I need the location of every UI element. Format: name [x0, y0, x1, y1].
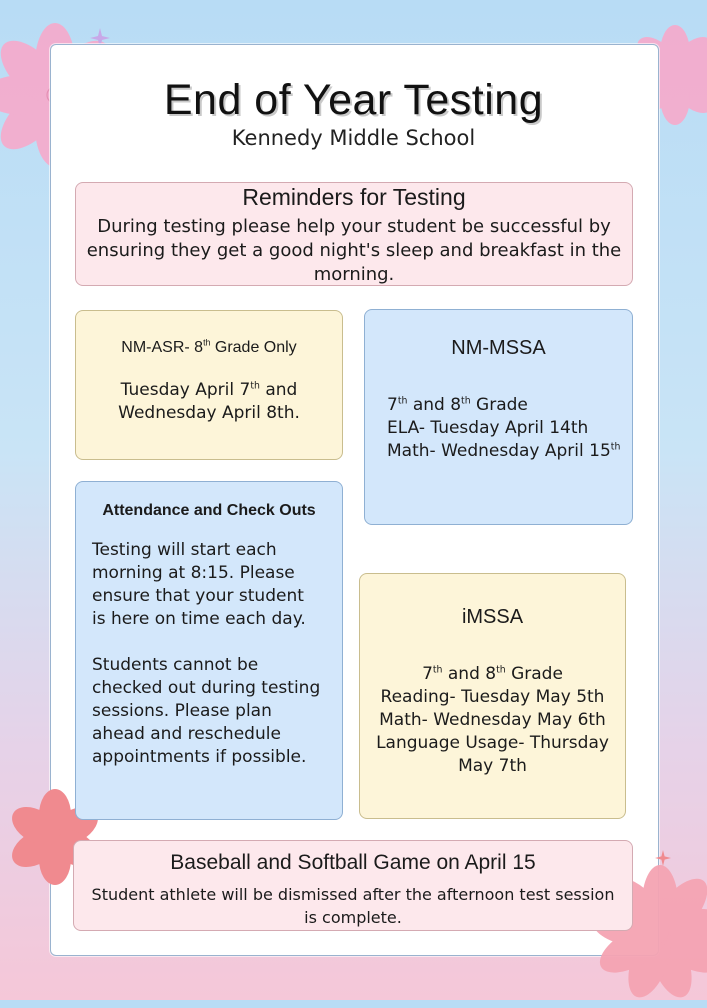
page-title: End of Year Testing	[163, 76, 544, 124]
nm-mssa-heading: NM-MSSA	[451, 337, 546, 359]
reminders-body: During testing please help your student be successful by ensuring they get a good night's sleep and breakfast in the morning.	[86, 216, 622, 285]
nm-mssa-grades	[387, 394, 632, 417]
game-box	[73, 840, 633, 931]
sparkle-icon	[655, 850, 671, 866]
nm-asr-box	[75, 310, 343, 460]
nm-mssa-ela: ELA- Tuesday April 14th	[387, 418, 589, 438]
imssa-heading: iMSSA	[461, 606, 524, 628]
game-heading: Baseball and Softball Game on April 15	[170, 851, 536, 874]
superscript: th	[461, 395, 471, 407]
reminders-box	[75, 182, 633, 286]
nm-mssa-math	[387, 440, 632, 463]
grade-text: Grade	[505, 664, 563, 684]
superscript: th	[250, 380, 260, 392]
nm-asr-dates	[76, 379, 342, 425]
imssa-reading: Reading- Tuesday May 5th	[380, 687, 605, 707]
attendance-para1: Testing will start each morning at 8:15. Please ensure that your student is here on time each day.	[92, 540, 306, 629]
grade-text: and 8	[407, 395, 462, 415]
imssa-details	[360, 663, 625, 778]
imssa-grades	[376, 663, 609, 686]
nm-asr-line1-text: and	[259, 380, 298, 400]
grade-text: 7	[387, 395, 398, 415]
nm-mssa-details	[365, 394, 632, 463]
grade-text: and 8	[442, 664, 497, 684]
page-subtitle: Kennedy Middle School	[231, 126, 476, 150]
grade-text: 7	[422, 664, 433, 684]
imssa-language: Language Usage- Thursday May 7th	[376, 733, 609, 776]
nm-asr-heading	[76, 339, 342, 357]
superscript: th	[496, 664, 506, 676]
nm-mssa-box	[364, 309, 633, 525]
nm-asr-line1-text: Tuesday April 7	[120, 380, 251, 400]
nm-asr-heading-text: Grade Only	[210, 339, 297, 356]
nm-asr-heading-text: NM-ASR- 8	[121, 339, 204, 356]
reminders-heading: Reminders for Testing	[242, 184, 466, 210]
nm-asr-line2: Wednesday April 8th.	[118, 403, 300, 423]
imssa-box	[359, 573, 626, 819]
attendance-heading: Attendance and Check Outs	[102, 502, 316, 519]
superscript: th	[610, 441, 621, 453]
imssa-math: Math- Wednesday May 6th	[379, 710, 606, 730]
superscript: th	[397, 395, 408, 407]
attendance-para2: Students cannot be checked out during testing sessions. Please plan ahead and reschedule appointments if possible.	[92, 655, 321, 767]
superscript: th	[203, 337, 211, 348]
grade-text: Grade	[470, 395, 528, 415]
attendance-box	[75, 481, 343, 820]
nm-asr-line1	[76, 379, 342, 402]
game-body: Student athlete will be dismissed after the afternoon test session is complete.	[91, 885, 615, 927]
superscript: th	[432, 664, 443, 676]
nm-mssa-math-text: Math- Wednesday April 15	[387, 441, 611, 461]
